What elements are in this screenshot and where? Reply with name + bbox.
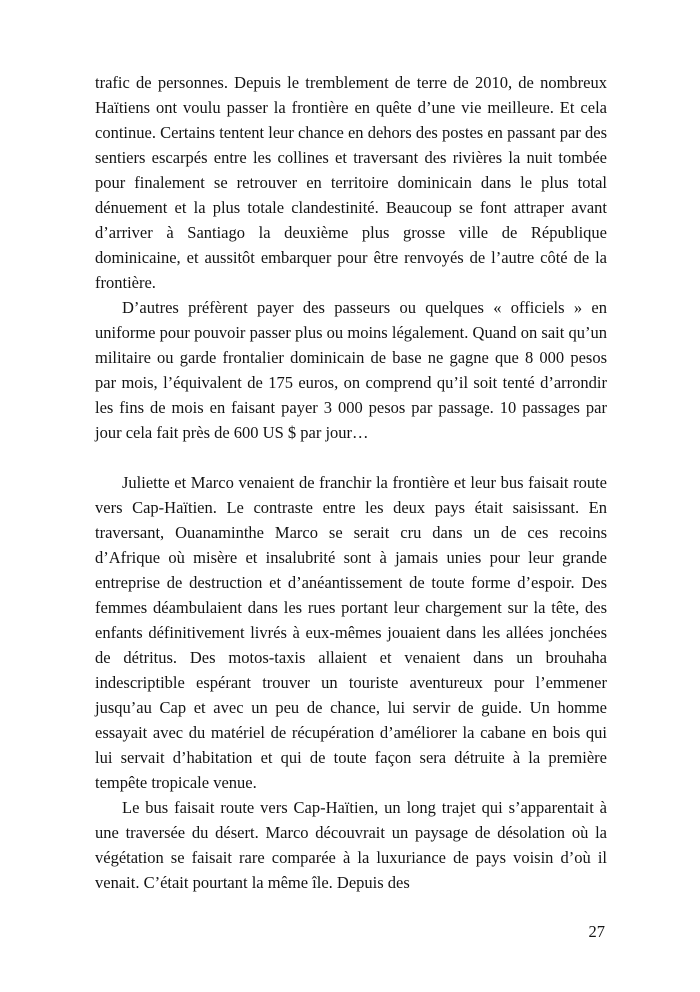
- page-number: 27: [588, 922, 605, 941]
- paragraph: D’autres préfèrent payer des passeurs ou quelques « officiels » en uniforme pour pouvoir passer plus ou moins légalement. Quand on sait qu’un militaire ou garde frontalier dominicain de base ne gagne que 8 000 pesos par mois, l’équivalent de 175 euros, on comprend qu’il soit tenté d’arrondir les fins de mois en faisant payer 3 000 pesos par passage. 10 passages par jour cela fait près de 600 US $ par jour…: [95, 298, 607, 442]
- paragraph-continuation: trafic de personnes. Depuis le tremblement de terre de 2010, de nombreux Haïtiens ont voulu passer la frontière en quête d’une vie meilleure. Et cela continue. Certains tentent leur chance en dehors des postes en passant par des sentiers escarpés entre les collines et traversant des rivières la nuit tombée pour finalement se retrouver en territoire dominicain dans le plus total dénuement et la plus totale clandestinité. Beaucoup se font attraper avant d’arriver à Santiago la deuxième plus grosse ville de République dominicaine, et aussitôt embarquer pour être renvoyés de l’autre côté de la frontière.: [95, 73, 607, 292]
- page-text-block: [95, 70, 607, 895]
- paragraph: Le bus faisait route vers Cap-Haïtien, un long trajet qui s’apparentait à une traversée du désert. Marco découvrait un paysage de désolation où la végétation se faisait rare comparée à la luxuriance de pays voisin d’où il venait. C’était pourtant la même île. Depuis des: [95, 798, 607, 892]
- paragraph: Juliette et Marco venaient de franchir la frontière et leur bus faisait route vers Cap-Haïtien. Le contraste entre les deux pays était saisissant. En traversant, Ouanaminthe Marco se serait cru dans un de ces recoins d’Afrique où misère et insalubrité sont à jamais unies pour leur grande entreprise de destruction et d’anéantissement de toute forme d’espoir. Des femmes déambulaient dans les rues portant leur chargement sur la tête, des enfants définitivement livrés à eux-mêmes jouaient dans les allées jonchées de détritus. Des motos-taxis allaient et venaient dans un brouhaha indescriptible espérant trouver un touriste aventureux pour l’emmener jusqu’au Cap et avec un peu de chance, lui servir de guide. Un homme essayait avec du matériel de récupération d’améliorer la cabane en bois qui lui servait d’habitation et qui de toute façon sera détruite à la première tempête tropicale venue.: [95, 473, 607, 792]
